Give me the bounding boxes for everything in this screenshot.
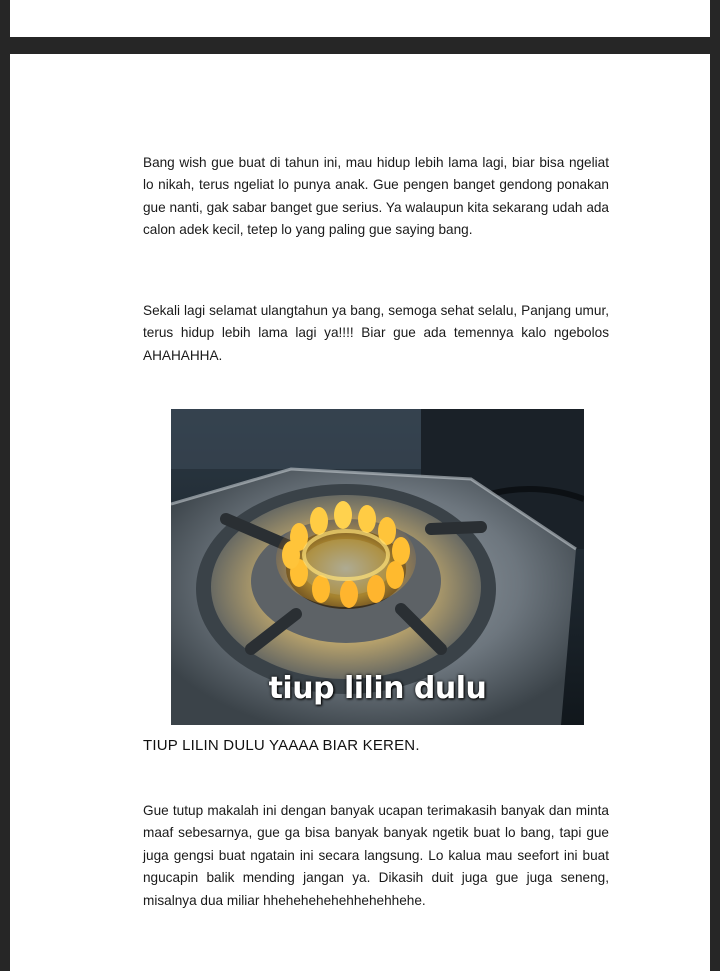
document-page bbox=[10, 54, 710, 971]
previous-page-bottom bbox=[10, 0, 710, 37]
stove-meme-image bbox=[171, 409, 584, 725]
viewer-gutter-left bbox=[0, 0, 10, 971]
paragraph-birthday-greeting: Sekali lagi selamat ulangtahun ya bang, semoga sehat selalu, Panjang umur, terus hidup lebih lama lagi ya!!!! Biar gue ada temennya kalo ngebolos AHAHAHHA. bbox=[143, 303, 609, 363]
image-caption: TIUP LILIN DULU YAAAA BIAR KEREN. bbox=[143, 737, 420, 754]
page-separator bbox=[0, 37, 720, 54]
paragraph-closing: Gue tutup makalah ini dengan banyak ucapan terimakasih banyak dan minta maaf sebesarnya, gue ga bisa banyak banyak ngetik buat lo bang, tapi gue juga gengsi buat ngatain ini secara langsung. Lo kalua mau seefort ini buat ngucapin balik mending jangan ya. Dikasih duit juga gue juga seneng, misalnya dua miliar hhehehehehehhehehhehe. bbox=[143, 803, 609, 908]
viewer-gutter-right bbox=[710, 0, 720, 971]
paragraph-wish: Bang wish gue buat di tahun ini, mau hidup lebih lama lagi, biar bisa ngeliat lo nikah, terus ngeliat lo punya anak. Gue pengen banget gendong ponakan gue nanti, gak sabar banget gue serius. Ya walaupun kita sekarang udah ada calon adek kecil, tetep lo yang paling gue saying bang. bbox=[143, 155, 609, 238]
meme-caption-overlay: tiup lilin dulu bbox=[268, 671, 487, 706]
